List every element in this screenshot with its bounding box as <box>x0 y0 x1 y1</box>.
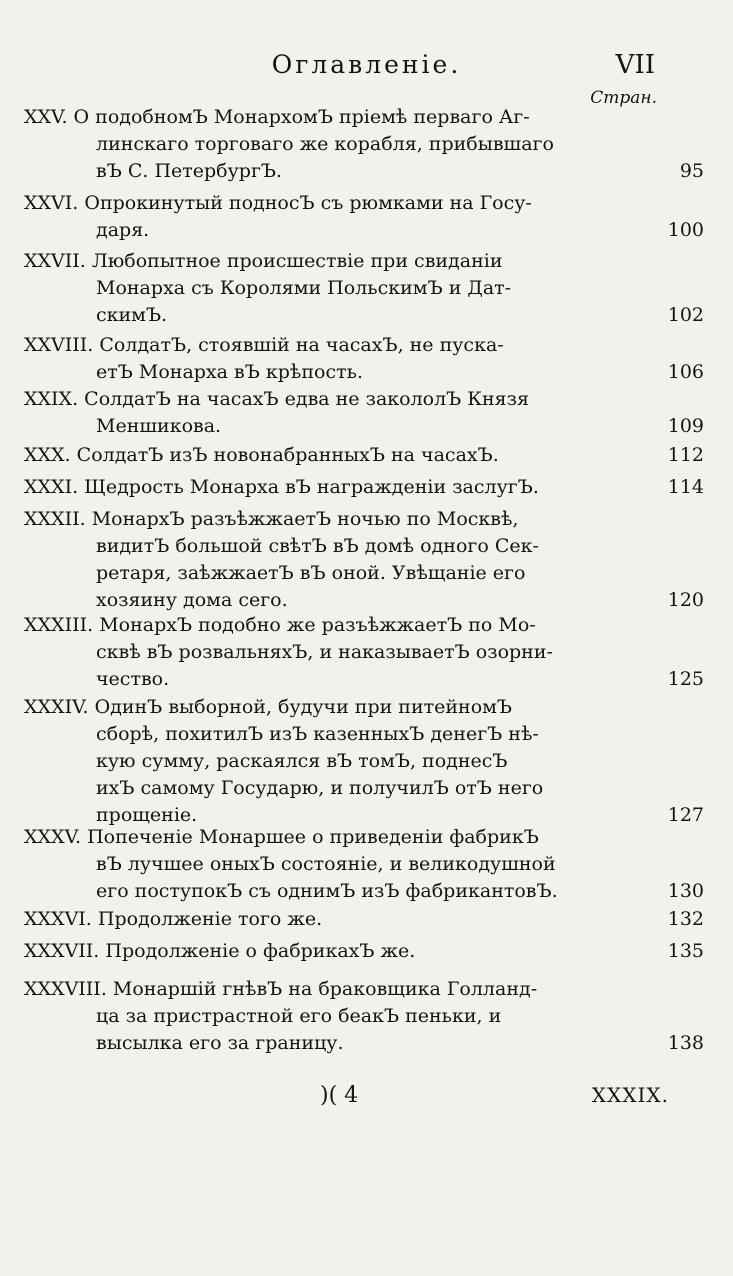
page-number-column <box>644 359 704 386</box>
toc-entry-line <box>24 386 664 413</box>
page-number-column <box>644 302 704 329</box>
page-number-column <box>644 158 704 185</box>
toc-page-number: 100 <box>667 219 704 241</box>
toc-entry <box>24 248 704 329</box>
toc-entry <box>24 190 704 244</box>
toc-entry <box>24 442 704 469</box>
toc-entry-line <box>24 131 664 158</box>
toc-entry-line <box>24 332 664 359</box>
toc-entry <box>24 332 704 386</box>
toc-entry-text: Продолженіе того же. <box>97 908 323 930</box>
toc-entry-line <box>24 851 664 878</box>
toc-entry-line <box>24 413 704 440</box>
toc-entry-line <box>24 775 664 802</box>
toc-entry-text: скимЪ. <box>96 304 168 326</box>
chapter-numeral: XXVIII. <box>24 334 94 356</box>
toc-entry-line <box>24 474 704 501</box>
toc-entry <box>24 976 704 1057</box>
toc-page-number: 102 <box>667 304 704 326</box>
page-number-column <box>644 442 704 469</box>
toc-entry <box>24 824 704 905</box>
toc-entry-text: ретаря, заѣжжаетЪ вЪ оной. Увѣщаніе его <box>96 562 526 584</box>
toc-entry-text: Щедрость Монарха вЪ награжденіи заслугЪ. <box>84 476 539 498</box>
toc-page-number: 138 <box>667 1032 704 1054</box>
toc-entry-line <box>24 666 704 693</box>
toc-entry-text: Продолженіе о фабрикахЪ же. <box>105 940 416 962</box>
toc-entry-text: ихЪ самому Государю, и получилЪ отЪ него <box>96 777 544 799</box>
toc-entry-text: МонархЪ подобно же разъѣжжаетЪ по Мо- <box>99 614 536 636</box>
toc-entry-text: О подобномЪ МонархомЪ пріемѣ перваго Аг- <box>73 106 530 128</box>
toc-page-number: 130 <box>667 880 704 902</box>
chapter-numeral: XXVII. <box>24 250 86 272</box>
toc-entry-text: Опрокинутый подносЪ съ рюмками на Госу- <box>84 192 532 214</box>
toc-entry-line <box>24 878 704 905</box>
toc-entry-text: СолдатЪ, стоявшій на часахЪ, не пуска- <box>99 334 504 356</box>
toc-entry-line <box>24 938 704 965</box>
toc-entry-text: сквѣ вЪ розвальняхЪ, и наказываетЪ озорни- <box>96 641 553 663</box>
toc-entry-line <box>24 104 664 131</box>
toc-page-number: 112 <box>667 444 704 466</box>
toc-entry-line <box>24 694 664 721</box>
toc-page-number: 125 <box>667 668 704 690</box>
toc-entry-line <box>24 906 704 933</box>
toc-entry-text: даря. <box>96 219 150 241</box>
page-number-column <box>644 217 704 244</box>
toc-entry-text: кую сумму, раскаялся вЪ томЪ, поднесЪ <box>96 750 508 772</box>
toc-entry-line <box>24 302 704 329</box>
toc-entry <box>24 938 704 965</box>
chapter-numeral: XXXIII. <box>24 614 94 636</box>
toc-entry-line <box>24 748 664 775</box>
chapter-numeral: XXXVIII. <box>24 978 107 1000</box>
chapter-numeral: XXXI. <box>24 476 79 498</box>
toc-page-number: 127 <box>667 804 704 826</box>
toc-page-number: 106 <box>667 361 704 383</box>
toc-page-number: 114 <box>667 476 704 498</box>
toc-entry-line <box>24 1030 704 1057</box>
toc-entry <box>24 386 704 440</box>
toc-entry <box>24 474 704 501</box>
chapter-numeral: XXV. <box>24 106 68 128</box>
chapter-numeral: XXX. <box>24 444 71 466</box>
chapter-numeral: XXXV. <box>24 826 82 848</box>
toc-entry-text: Монаршій гнѣвЪ на браковщика Голланд- <box>112 978 538 1000</box>
toc-entry-text: видитЪ большой свѣтЪ вЪ домѣ одного Сек- <box>96 535 539 557</box>
toc-entry-text: высылка его за границу. <box>96 1032 344 1054</box>
toc-entry-text: прощеніе. <box>96 804 198 826</box>
page-title: Оглавленіе. <box>271 50 462 79</box>
toc-entry-text: его поступокЪ съ однимЪ изЪ фабрикантовЪ. <box>96 880 558 902</box>
toc-entry-line <box>24 359 704 386</box>
toc-entry-line <box>24 824 664 851</box>
toc-entry-line <box>24 190 664 217</box>
toc-entry-line <box>24 612 664 639</box>
toc-entry-line <box>24 1003 664 1030</box>
toc-entry-line <box>24 721 664 748</box>
toc-entry-text: вЪ С. ПетербургЪ. <box>96 160 283 182</box>
page-number-column <box>644 906 704 933</box>
toc-entry-line <box>24 442 704 469</box>
toc-page-number: 132 <box>667 908 704 930</box>
page-number-column <box>644 587 704 614</box>
chapter-numeral: XXXIV. <box>24 696 89 718</box>
chapter-numeral: XXVI. <box>24 192 79 214</box>
toc-entry-text: Попеченіе Монаршее о приведеніи фабрикЪ <box>87 826 539 848</box>
toc-page-number: 120 <box>667 589 704 611</box>
page-number-column <box>644 666 704 693</box>
toc-page-number: 95 <box>679 160 704 182</box>
page-number: VII <box>615 50 655 80</box>
chapter-numeral: XXXVI. <box>24 908 92 930</box>
toc-entry-text: етЪ Монарха вЪ крѣпость. <box>96 361 363 383</box>
toc-entry-line <box>24 158 704 185</box>
toc-page-number: 135 <box>667 940 704 962</box>
chapter-numeral: XXIX. <box>24 388 79 410</box>
page-number-column <box>644 474 704 501</box>
page-column-label: Стран. <box>590 88 657 108</box>
chapter-numeral: XXXVII. <box>24 940 100 962</box>
toc-entry-text: чество. <box>96 668 170 690</box>
toc-entry-line <box>24 506 664 533</box>
toc-entry-text: ОдинЪ выборной, будучи при питейномЪ <box>94 696 513 718</box>
toc-entry-line <box>24 275 664 302</box>
page-number-column <box>644 938 704 965</box>
toc-entry-line <box>24 587 704 614</box>
toc-entry <box>24 694 704 829</box>
toc-entry <box>24 612 704 693</box>
toc-entry <box>24 104 704 185</box>
toc-entry-line <box>24 976 664 1003</box>
chapter-numeral: XXXII. <box>24 508 86 530</box>
toc-entry <box>24 506 704 614</box>
toc-entry-text: СолдатЪ изЪ новонабранныхЪ на часахЪ. <box>76 444 499 466</box>
page-number-column <box>644 878 704 905</box>
signature-mark: )( 4 <box>320 1083 359 1108</box>
toc-entry-line <box>24 560 664 587</box>
toc-entry-text: вЪ лучшее оныхЪ состояніе, и великодушной <box>96 853 556 875</box>
page-number-column <box>644 1030 704 1057</box>
toc-entry-text: ца за пристрастной его беакЪ пеньки, и <box>96 1005 502 1027</box>
toc-entry <box>24 906 704 933</box>
toc-entry-text: хозяину дома сего. <box>96 589 288 611</box>
toc-entry-text: МонархЪ разъѣжжаетЪ ночью по Москвѣ, <box>91 508 519 530</box>
toc-entry-text: сборѣ, похитилЪ изЪ казенныхЪ денегЪ нѣ- <box>96 723 539 745</box>
toc-entry-line <box>24 639 664 666</box>
toc-entry-text: Меншикова. <box>96 415 222 437</box>
toc-entry-line <box>24 248 664 275</box>
toc-entry-line <box>24 533 664 560</box>
toc-page-number: 109 <box>667 415 704 437</box>
toc-entry-text: Любопытное происшествіе при свиданіи <box>91 250 503 272</box>
toc-entry-line <box>24 217 704 244</box>
toc-entry-text: линскаго торговаго же корабля, прибывшаго <box>96 133 554 155</box>
toc-entry-text: Монарха съ Королями ПольскимЪ и Дат- <box>96 277 512 299</box>
catchword: XXXIX. <box>591 1083 669 1107</box>
toc-entry-text: СолдатЪ на часахЪ едва не закололЪ Князя <box>84 388 530 410</box>
page-number-column <box>644 413 704 440</box>
